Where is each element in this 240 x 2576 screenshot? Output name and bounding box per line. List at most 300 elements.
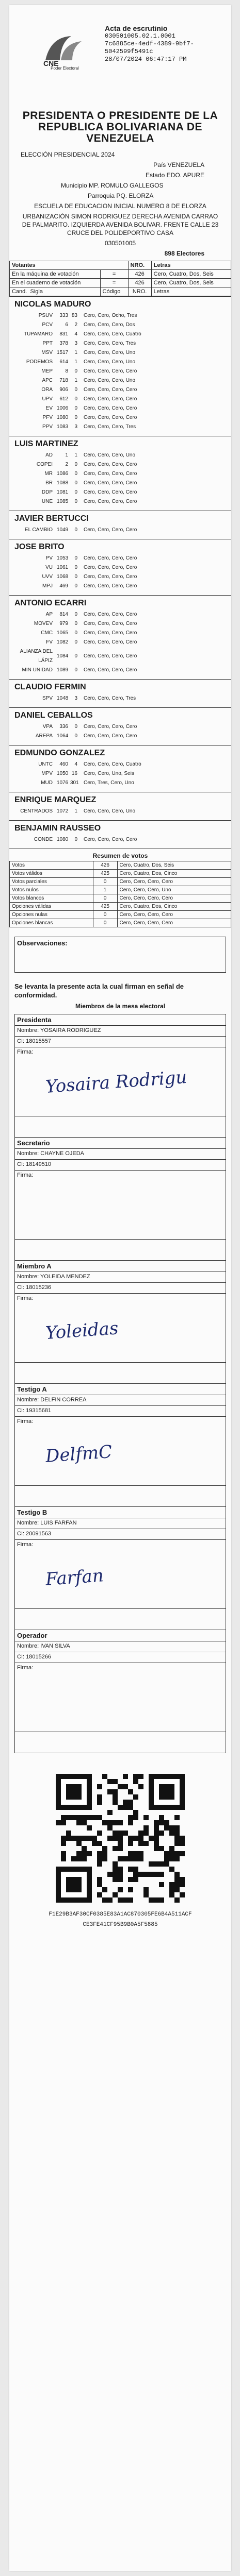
vote-row bbox=[9, 358, 231, 367]
party-code: 906 bbox=[59, 387, 68, 393]
vote-words: Cero, Cero, Cero, Cero bbox=[84, 565, 137, 570]
party-code: 614 bbox=[59, 359, 68, 365]
party-name: AREPA bbox=[35, 733, 53, 739]
vote-count: 4 bbox=[74, 761, 77, 767]
vote-row bbox=[9, 311, 231, 320]
party-name: DDP bbox=[41, 489, 53, 495]
vote-row bbox=[9, 778, 231, 788]
acta-paper bbox=[9, 5, 231, 2571]
vote-words: Cero, Tres, Cero, Uno bbox=[84, 780, 134, 786]
vote-row bbox=[9, 694, 231, 703]
party-code: 1050 bbox=[57, 771, 69, 776]
resumen-label: Votos bbox=[10, 861, 93, 870]
table-row bbox=[10, 919, 231, 927]
votantes-header-row bbox=[10, 261, 231, 270]
votantes-box: = bbox=[100, 279, 128, 287]
member-block bbox=[14, 1138, 226, 1261]
member-name: Nombre: YOLEIDA MENDEZ bbox=[15, 1272, 226, 1283]
table-row bbox=[10, 861, 231, 870]
vote-words: Cero, Cero, Cero, Cuatro bbox=[84, 761, 141, 767]
party-code: 1081 bbox=[57, 489, 69, 495]
election-meta bbox=[9, 150, 231, 258]
vote-words: Cero, Cero, Cero, Uno bbox=[84, 808, 136, 814]
resumen-letras: Cero, Cuatro, Dos, Cinco bbox=[117, 903, 231, 911]
resumen-nro: 0 bbox=[93, 894, 117, 903]
vote-row bbox=[9, 330, 231, 339]
vote-row bbox=[9, 760, 231, 769]
vote-count: 0 bbox=[74, 415, 77, 420]
vote-row bbox=[9, 413, 231, 422]
signature-area bbox=[15, 1057, 226, 1116]
member-name: Nombre: LUIS FARFAN bbox=[15, 1518, 226, 1529]
resumen-nro: 425 bbox=[93, 903, 117, 911]
col-nro: NRO. bbox=[128, 287, 151, 296]
vote-row bbox=[9, 572, 231, 582]
signature-icon bbox=[36, 1431, 190, 1478]
party-code: 1065 bbox=[57, 630, 69, 636]
party-name: UNE bbox=[41, 499, 53, 504]
col-cand: Cand. bbox=[12, 289, 27, 295]
signature-text: Yoleidas bbox=[44, 1318, 119, 1344]
party-code: 1072 bbox=[57, 808, 69, 814]
vote-row bbox=[9, 629, 231, 638]
member-ci: CI: 19315681 bbox=[15, 1406, 226, 1417]
signature-area bbox=[15, 1549, 226, 1608]
vote-words: Cero, Cero, Cero, Cero bbox=[84, 555, 137, 561]
acta-uuid-1: 7c6885ce-4edf-4389-9bf7- bbox=[105, 40, 194, 47]
parroquia: Parroquia PQ. ELORZA bbox=[88, 192, 154, 199]
party-code: 8 bbox=[65, 368, 68, 374]
resumen-letras: Cero, Cuatro, Dos, Cinco bbox=[117, 870, 231, 878]
party-code: 1085 bbox=[57, 499, 69, 504]
party-name: MR bbox=[44, 471, 53, 477]
member-name: Nombre: CHAYNE OJEDA bbox=[15, 1149, 226, 1160]
resumen-letras: Cero, Cero, Cero, Uno bbox=[117, 886, 231, 894]
vote-row bbox=[9, 404, 231, 413]
vote-count: 301 bbox=[70, 780, 79, 786]
cand-header-row bbox=[10, 287, 231, 296]
vote-row bbox=[9, 376, 231, 385]
party-code: 378 bbox=[59, 341, 68, 346]
vote-row bbox=[9, 469, 231, 479]
signature-area bbox=[15, 1180, 226, 1239]
vote-words: Cero, Cero, Cero, Tres bbox=[84, 341, 136, 346]
party-name: PODEMOS bbox=[26, 359, 53, 365]
votantes-box: = bbox=[100, 270, 128, 279]
table-row bbox=[10, 911, 231, 919]
votantes-nro: 426 bbox=[128, 279, 151, 287]
party-name: PFV bbox=[42, 415, 53, 420]
vote-words: Cero, Cero, Uno, Seis bbox=[84, 771, 134, 776]
vote-words: Cero, Cero, Cero, Cero bbox=[84, 396, 137, 402]
col-codigo: Código bbox=[100, 287, 128, 296]
vote-count: 0 bbox=[74, 639, 77, 645]
member-role: Testigo B bbox=[15, 1507, 226, 1518]
municipio: Municipio MP. ROMULO GALLEGOS bbox=[61, 182, 164, 189]
member-role: Presidenta bbox=[15, 1014, 226, 1026]
vote-words: Cero, Cero, Cero, Dos bbox=[84, 322, 135, 328]
vote-row bbox=[9, 619, 231, 629]
candidate-block bbox=[9, 745, 231, 792]
vote-row bbox=[9, 320, 231, 330]
col-sigla: Sigla bbox=[30, 289, 43, 295]
party-code: 1089 bbox=[57, 667, 69, 673]
resumen-letras: Cero, Cero, Cero, Cero bbox=[117, 919, 231, 927]
acta-code: 030501005.02.1.0001 bbox=[105, 32, 175, 40]
party-name: UPV bbox=[42, 396, 53, 402]
candidate-block bbox=[9, 707, 231, 745]
resumen-letras: Cero, Cuatro, Dos, Seis bbox=[117, 861, 231, 870]
party-name: PPT bbox=[42, 341, 53, 346]
signature-icon bbox=[36, 1062, 190, 1108]
vote-row bbox=[9, 610, 231, 619]
resumen-nro: 0 bbox=[93, 911, 117, 919]
vote-words: Cero, Cero, Cero, Tres bbox=[84, 424, 136, 430]
members-title: Miembros de la mesa electoral bbox=[75, 1003, 166, 1010]
resumen-title: Resumen de votos bbox=[9, 849, 231, 861]
vote-words: Cero, Cero, Cero, Cero bbox=[84, 621, 137, 626]
resumen-letras: Cero, Cero, Cero, Cero bbox=[117, 894, 231, 903]
party-code: 1068 bbox=[57, 574, 69, 580]
party-name: PPV bbox=[42, 424, 53, 430]
resumen-label: Opciones blancas bbox=[10, 919, 93, 927]
party-code: 1088 bbox=[57, 480, 69, 486]
party-code: 718 bbox=[59, 378, 68, 383]
vote-words: Cero, Cero, Cero, Uno bbox=[84, 350, 136, 355]
candidate-name: ANTONIO ECARRI bbox=[9, 595, 231, 610]
firma-label: Firma: bbox=[17, 1665, 34, 1671]
school-name: ESCUELA DE EDUCACION INICIAL NUMERO 8 DE ELORZA bbox=[34, 202, 206, 210]
nro-header: NRO. bbox=[128, 261, 151, 270]
vote-row bbox=[9, 339, 231, 348]
vote-count: 0 bbox=[74, 462, 77, 467]
brand-subtitle: Poder Electoral bbox=[51, 66, 79, 71]
party-code: 979 bbox=[59, 621, 68, 626]
observaciones-box bbox=[14, 937, 226, 973]
hash-block bbox=[9, 1908, 231, 1928]
vote-row bbox=[9, 488, 231, 497]
resumen-label: Votos blancos bbox=[10, 894, 93, 903]
vote-words: Cero, Cero, Cero, Cero bbox=[84, 471, 137, 477]
vote-words: Cero, Cero, Cero, Cero bbox=[84, 653, 137, 659]
vote-words: Cero, Cero, Cero, Cero bbox=[84, 724, 137, 730]
vote-count: 0 bbox=[74, 480, 77, 486]
party-code: 1048 bbox=[57, 696, 69, 701]
signature-icon bbox=[36, 1554, 190, 1601]
vote-words: Cero, Cero, Cero, Uno bbox=[84, 378, 136, 383]
firma-label: Firma: bbox=[17, 1295, 34, 1301]
candidate-block bbox=[9, 296, 231, 436]
party-name: AD bbox=[45, 452, 53, 458]
member-role: Testigo A bbox=[15, 1384, 226, 1395]
vote-row bbox=[9, 722, 231, 732]
vote-row bbox=[9, 395, 231, 404]
vote-words: Cero, Cero, Cero, Cero bbox=[84, 583, 137, 589]
member-name: Nombre: YOSAIRA RODRIGUEZ bbox=[15, 1026, 226, 1037]
qr-section bbox=[9, 1753, 231, 2042]
party-name: UVV bbox=[42, 574, 53, 580]
vote-count: 0 bbox=[74, 583, 77, 589]
party-name: VU bbox=[45, 565, 53, 570]
candidate-name: DANIEL CEBALLOS bbox=[9, 707, 231, 722]
votantes-letras: Cero, Cuatro, Dos, Seis bbox=[151, 279, 231, 287]
party-name: AP bbox=[45, 612, 53, 617]
firma-label: Firma: bbox=[17, 1418, 34, 1425]
resumen-label: Votos parciales bbox=[10, 878, 93, 886]
candidate-name: JAVIER BERTUCCI bbox=[9, 511, 231, 526]
country: País VENEZUELA bbox=[153, 161, 204, 168]
electores-count: 898 Electores bbox=[164, 250, 204, 257]
vote-count: 0 bbox=[74, 667, 77, 673]
state: Estado EDO. APURE bbox=[145, 172, 204, 179]
vote-words: Cero, Cero, Cero, Cero bbox=[84, 527, 137, 533]
party-name: MSV bbox=[41, 350, 53, 355]
party-name: MOVEV bbox=[34, 621, 53, 626]
table-row bbox=[10, 270, 231, 279]
party-code: 336 bbox=[59, 724, 68, 730]
vote-row bbox=[9, 367, 231, 376]
vote-words: Cero, Cero, Cero, Cero bbox=[84, 489, 137, 495]
member-ci: CI: 18149510 bbox=[15, 1160, 226, 1171]
candidate-name: BENJAMIN RAUSSEO bbox=[9, 820, 231, 835]
candidate-block bbox=[9, 679, 231, 707]
party-name: PV bbox=[45, 555, 53, 561]
vote-count: 0 bbox=[74, 837, 77, 842]
candidate-name: ENRIQUE MARQUEZ bbox=[9, 792, 231, 807]
school-address: URBANIZACIÓN SIMON RODRIGUEZ DERECHA AVENIDA CARRAO DE PALMARITO. IZQUIERDA AVENIDA BOLIVAR. FRENTE CALLE 23 CRUCE DEL POLIDEPORTIVO CASA bbox=[22, 213, 219, 236]
signature-icon bbox=[36, 1308, 190, 1354]
party-name: FV bbox=[46, 639, 53, 645]
party-name: PSUV bbox=[38, 313, 53, 318]
member-block bbox=[14, 1630, 226, 1753]
candidate-block bbox=[9, 436, 231, 511]
party-name: MPV bbox=[41, 771, 53, 776]
vote-row bbox=[9, 835, 231, 844]
page-title: PRESIDENTA O PRESIDENTE DE LA REPUBLICA BOLIVARIANA DE VENEZUELA bbox=[22, 110, 218, 144]
party-code: 1086 bbox=[57, 471, 69, 477]
party-name: MPJ bbox=[42, 583, 53, 589]
vote-words: Cero, Cero, Cero, Tres bbox=[84, 696, 136, 701]
member-role: Miembro A bbox=[15, 1261, 226, 1272]
vote-row bbox=[9, 497, 231, 506]
member-name: Nombre: IVAN SILVA bbox=[15, 1641, 226, 1652]
votantes-table bbox=[9, 261, 231, 296]
resumen-label: Votos válidos bbox=[10, 870, 93, 878]
member-role: Secretario bbox=[15, 1138, 226, 1149]
vote-count: 3 bbox=[74, 424, 77, 430]
resumen-nro: 426 bbox=[93, 861, 117, 870]
vote-words: Cero, Cero, Cero, Cero bbox=[84, 462, 137, 467]
table-row bbox=[10, 279, 231, 287]
resumen-letras: Cero, Cero, Cero, Cero bbox=[117, 911, 231, 919]
vote-count: 16 bbox=[71, 771, 77, 776]
observaciones-label: Observaciones: bbox=[17, 939, 68, 947]
vote-count: 0 bbox=[74, 621, 77, 626]
vote-words: Cero, Cero, Cero, Cero bbox=[84, 837, 137, 842]
acta-uuid-2: 5042599f5491c bbox=[105, 48, 153, 55]
party-name: UNTC bbox=[38, 761, 53, 767]
vote-row bbox=[9, 554, 231, 563]
resumen-nro: 0 bbox=[93, 878, 117, 886]
vote-count: 1 bbox=[74, 808, 77, 814]
party-name: CMC bbox=[41, 630, 53, 636]
member-block bbox=[14, 1261, 226, 1384]
party-name: MEP bbox=[41, 368, 53, 374]
vote-count: 0 bbox=[74, 565, 77, 570]
vote-row bbox=[9, 460, 231, 469]
vote-count: 0 bbox=[74, 612, 77, 617]
vote-count: 1 bbox=[74, 350, 77, 355]
party-code: 1517 bbox=[57, 350, 69, 355]
party-name: COPEI bbox=[36, 462, 53, 467]
party-name: MIN UNIDAD bbox=[22, 667, 53, 673]
col-letras: Letras bbox=[151, 287, 231, 296]
firma-label: Firma: bbox=[17, 1541, 34, 1548]
party-code: 814 bbox=[59, 612, 68, 617]
vote-words: Cero, Cero, Cero, Cero bbox=[84, 405, 137, 411]
party-code: 333 bbox=[59, 313, 68, 318]
vote-count: 0 bbox=[74, 653, 77, 659]
vote-count: 3 bbox=[74, 341, 77, 346]
signature-text: DelfmC bbox=[44, 1442, 113, 1467]
party-code: 1076 bbox=[57, 780, 69, 786]
resumen-table bbox=[9, 861, 231, 927]
member-name: Nombre: DELFIN CORREA bbox=[15, 1395, 226, 1406]
member-block bbox=[14, 1014, 226, 1138]
vote-row bbox=[9, 479, 231, 488]
firma-label: Firma: bbox=[17, 1049, 34, 1055]
vote-count: 4 bbox=[74, 331, 77, 337]
conformity-notice: Se levanta la presente acta la cual firman en señal de conformidad. bbox=[14, 982, 184, 999]
candidate-name: CLAUDIO FERMIN bbox=[9, 679, 231, 694]
party-name: VPA bbox=[42, 724, 53, 730]
hash-line-1: F1E29B3AF30CF0385E83A1AC870305FE6B4A511ACF bbox=[49, 1911, 192, 1918]
vote-count: 0 bbox=[74, 368, 77, 374]
party-code: 469 bbox=[59, 583, 68, 589]
vote-count: 0 bbox=[74, 724, 77, 730]
table-row bbox=[10, 903, 231, 911]
table-row bbox=[10, 878, 231, 886]
vote-words: Cero, Cero, Cero, Cero bbox=[84, 387, 137, 393]
signature-area bbox=[15, 1672, 226, 1732]
party-name: BR bbox=[45, 480, 53, 486]
vote-words: Cero, Cero, Cero, Cero bbox=[84, 499, 137, 504]
signature-text: Farfan bbox=[44, 1565, 104, 1590]
vote-row bbox=[9, 807, 231, 816]
party-code: 1080 bbox=[57, 415, 69, 420]
party-code: 6 bbox=[65, 322, 68, 328]
vote-count: 2 bbox=[74, 322, 77, 328]
firma-label: Firma: bbox=[17, 1172, 34, 1178]
vote-words: Cero, Cero, Cero, Cero bbox=[84, 415, 137, 420]
vote-count: 0 bbox=[74, 555, 77, 561]
member-block bbox=[14, 1507, 226, 1630]
party-name: EV bbox=[45, 405, 53, 411]
table-row bbox=[10, 894, 231, 903]
party-name: ORA bbox=[41, 387, 53, 393]
resumen-label: Opciones nulas bbox=[10, 911, 93, 919]
candidate-name: JOSE BRITO bbox=[9, 539, 231, 554]
table-row bbox=[10, 870, 231, 878]
resumen-nro: 425 bbox=[93, 870, 117, 878]
candidate-block bbox=[9, 820, 231, 849]
member-ci: CI: 18015236 bbox=[15, 1283, 226, 1294]
votantes-label: En la máquina de votación bbox=[10, 270, 101, 279]
qr-code-icon bbox=[56, 1774, 185, 1903]
candidate-name: NICOLAS MADURO bbox=[9, 296, 231, 311]
party-name: ALIANZA DEL LÁPIZ bbox=[20, 649, 53, 664]
resumen-nro: 0 bbox=[93, 919, 117, 927]
votantes-letras: Cero, Cuatro, Dos, Seis bbox=[151, 270, 231, 279]
vote-words: Cero, Cero, Cero, Cero bbox=[84, 639, 137, 645]
candidate-name: LUIS MARTINEZ bbox=[9, 436, 231, 451]
vote-row bbox=[9, 582, 231, 591]
vote-words: Cero, Cero, Cero, Cero bbox=[84, 574, 137, 580]
vote-row bbox=[9, 526, 231, 535]
member-ci: CI: 18015266 bbox=[15, 1652, 226, 1663]
vote-count: 1 bbox=[74, 359, 77, 365]
party-name: EL CAMBIO bbox=[24, 527, 53, 533]
cne-logo-icon bbox=[40, 32, 89, 68]
party-code: 1064 bbox=[57, 733, 69, 739]
vote-words: Cero, Cero, Cero, Cuatro bbox=[84, 331, 141, 337]
vote-row bbox=[9, 422, 231, 432]
vote-words: Cero, Cero, Cero, Cero bbox=[84, 480, 137, 486]
hash-line-2: CE3FE41CF95B9B0A5F5885 bbox=[83, 1922, 158, 1928]
vote-words: Cero, Cero, Cero, Uno bbox=[84, 359, 136, 365]
vote-row bbox=[9, 451, 231, 460]
candidate-block bbox=[9, 792, 231, 820]
vote-count: 0 bbox=[74, 527, 77, 533]
acta-datetime: 28/07/2024 06:47:17 PM bbox=[105, 56, 187, 63]
vote-row bbox=[9, 666, 231, 675]
election-name: ELECCIÓN PRESIDENCIAL 2024 bbox=[21, 151, 115, 158]
party-code: 1 bbox=[65, 452, 68, 458]
resumen-label: Votos nulos bbox=[10, 886, 93, 894]
letras-header: Letras bbox=[151, 261, 231, 270]
table-row bbox=[10, 886, 231, 894]
votantes-nro: 426 bbox=[128, 270, 151, 279]
vote-count: 1 bbox=[74, 378, 77, 383]
votantes-label: En el cuaderno de votación bbox=[10, 279, 101, 287]
vote-count: 83 bbox=[71, 313, 77, 318]
vote-words: Cero, Cero, Cero, Cero bbox=[84, 368, 137, 374]
vote-count: 0 bbox=[74, 733, 77, 739]
vote-row bbox=[9, 348, 231, 358]
party-code: 1083 bbox=[57, 424, 69, 430]
party-name: PCV bbox=[42, 322, 53, 328]
vote-count: 0 bbox=[74, 489, 77, 495]
vote-count: 3 bbox=[74, 696, 77, 701]
vote-count: 0 bbox=[74, 387, 77, 393]
vote-words: Cero, Cero, Ocho, Tres bbox=[84, 313, 137, 318]
vote-count: 1 bbox=[74, 452, 77, 458]
party-code: 1006 bbox=[57, 405, 69, 411]
member-ci: CI: 20091563 bbox=[15, 1529, 226, 1540]
party-name: CENTRADOS bbox=[20, 808, 53, 814]
vote-row bbox=[9, 385, 231, 395]
party-name: CONDE bbox=[34, 837, 53, 842]
vote-words: Cero, Cero, Cero, Uno bbox=[84, 452, 136, 458]
vote-row bbox=[9, 638, 231, 647]
member-block bbox=[14, 1384, 226, 1507]
center-code: 030501005 bbox=[104, 240, 136, 247]
doc-title: Acta de escrutinio bbox=[105, 24, 168, 32]
signature-text: Yosaira Rodrigu bbox=[44, 1066, 188, 1097]
resumen-letras: Cero, Cero, Cero, Cero bbox=[117, 878, 231, 886]
vote-words: Cero, Cero, Cero, Cero bbox=[84, 630, 137, 636]
vote-count: 0 bbox=[74, 574, 77, 580]
